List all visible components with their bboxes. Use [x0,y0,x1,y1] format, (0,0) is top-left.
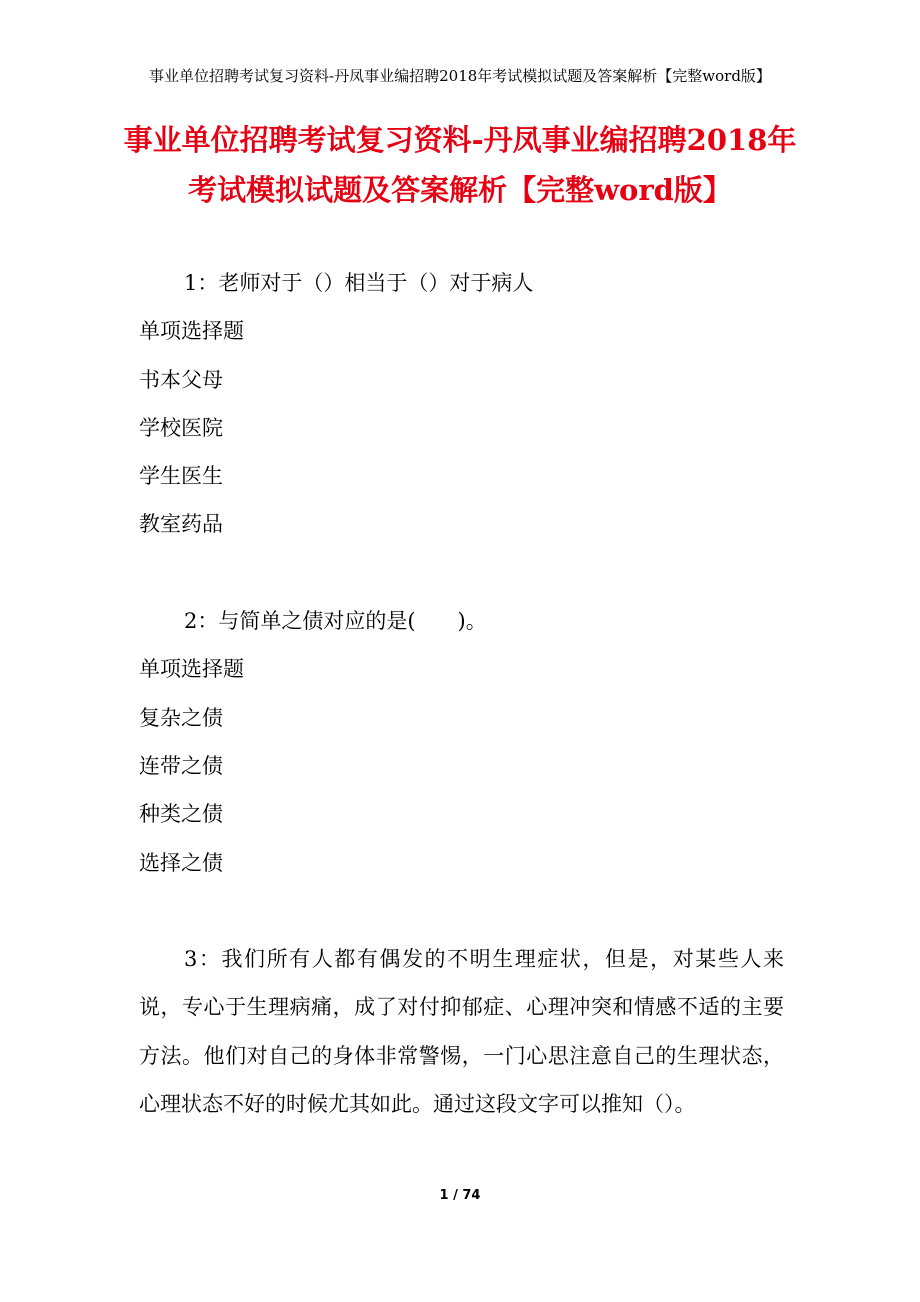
question-type: 单项选择题 [139,657,244,682]
option-b: 连带之债 [139,753,223,778]
question-text: 1：老师对于（）相当于（）对于病人 [184,271,534,295]
spacer [139,887,784,935]
question-2 [139,597,784,887]
document-body [139,259,784,1128]
question-text: 3：我们所有人都有偶发的不明生理症状，但是，对某些人来说，专心于生理病痛，成了对付抑郁症、心理冲突和情感不适的主要方法。他们对自己的身体非常警惕，一门心思注意自己的生理状态，心理状态不好的时候尤其如此。通过这段文字可以推知（）。 [139,947,784,1117]
option-b: 学校医院 [139,415,223,440]
option-a: 书本父母 [139,367,223,392]
spacer [139,549,784,597]
document-title [120,115,800,215]
title-line-2: 考试模拟试题及答案解析【完整word版】 [188,173,732,207]
question-text: 2：与简单之债对应的是( )。 [184,609,487,634]
page-header: 事业单位招聘考试复习资料-丹凤事业编招聘2018年考试模拟试题及答案解析【完整word版】 [149,67,771,85]
question-1 [139,259,784,549]
question-3 [139,935,784,1128]
option-a: 复杂之债 [139,705,223,730]
option-d: 教室药品 [139,512,223,537]
option-d: 选择之债 [139,850,223,875]
option-c: 种类之债 [139,802,223,827]
question-type: 单项选择题 [139,319,244,344]
option-c: 学生医生 [139,464,223,489]
page-number: 1 / 74 [439,1188,481,1203]
title-line-1: 事业单位招聘考试复习资料-丹凤事业编招聘2018年 [123,123,797,157]
